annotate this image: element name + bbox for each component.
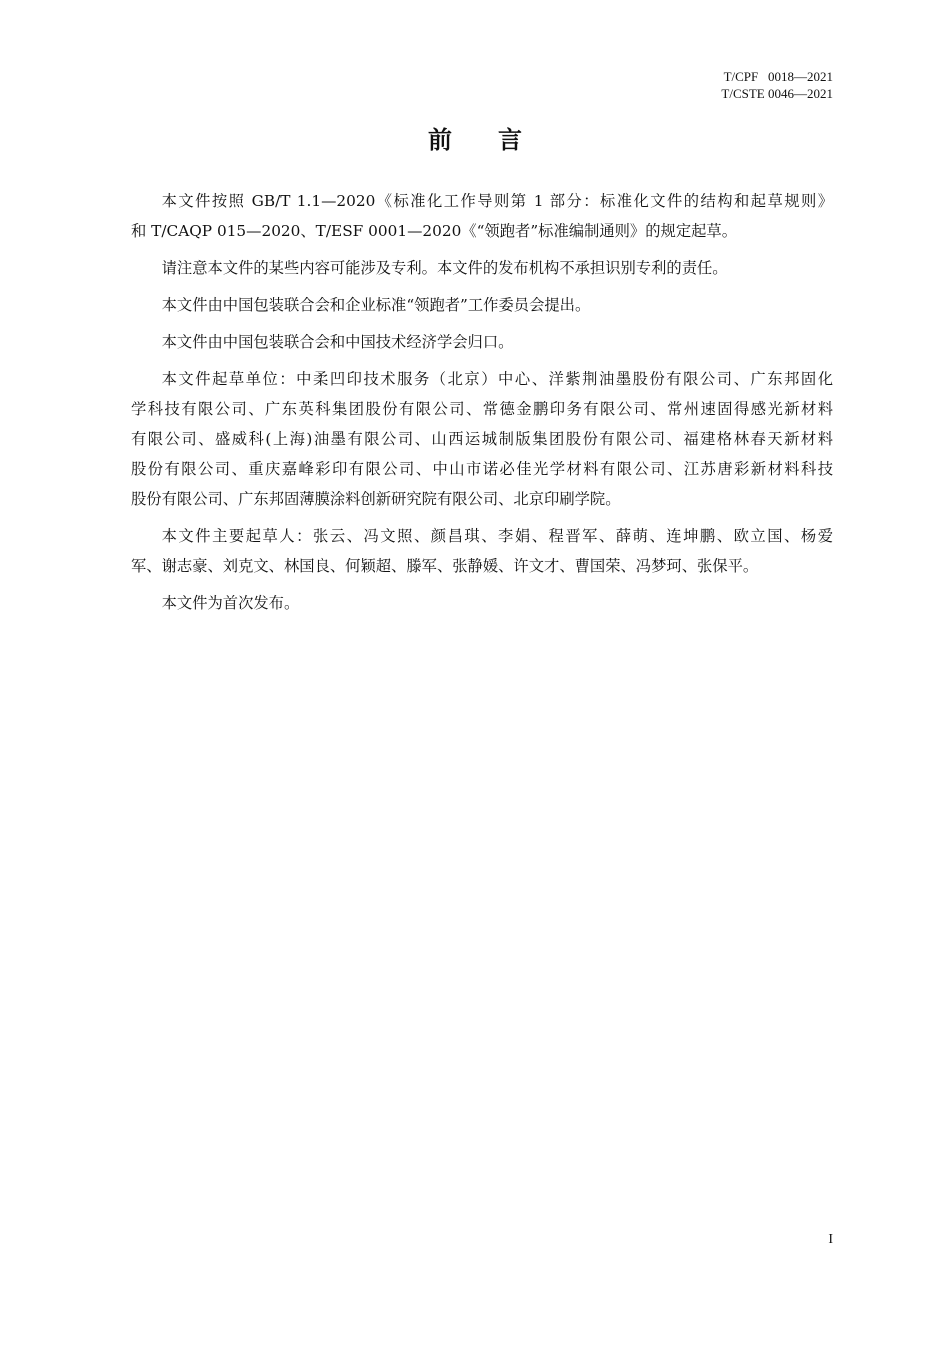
standard-code-cste: T/CSTE 0046—2021 — [721, 86, 833, 101]
standard-code-cpf: T/CPF 0018—2021 — [723, 69, 833, 84]
paragraph-line: 股份有限公司、重庆嘉峰彩印有限公司、中山市诺必佳光学材料有限公司、江苏唐彩新材料科技 — [131, 460, 833, 478]
paragraph-line: 学科技有限公司、广东英科集团股份有限公司、常德金鹏印务有限公司、常州速固得感光新材料 — [131, 400, 833, 418]
paragraph-main-drafters — [131, 521, 833, 581]
foreword-body — [131, 186, 833, 625]
paragraph-line: 军、谢志豪、刘克文、林国良、何颖超、滕军、张静媛、许文才、曹国荣、冯梦珂、张保平。 — [131, 557, 759, 575]
paragraph-proposed-by: 本文件由中国包装联合会和企业标准“领跑者”工作委员会提出。 — [161, 296, 591, 314]
page-number: I — [828, 1232, 833, 1247]
standard-codes — [721, 68, 833, 102]
paragraph-line: 和 T/CAQP 015—2020、T/ESF 0001—2020《“领跑者”标准编制通则》的规定起草。 — [131, 222, 738, 240]
paragraph-drafting-units — [131, 364, 833, 514]
paragraph-line: 有限公司、盛威科(上海)油墨有限公司、山西运城制版集团股份有限公司、福建格林春天新材料 — [131, 430, 833, 448]
paragraph-patent-notice: 请注意本文件的某些内容可能涉及专利。本文件的发布机构不承担识别专利的责任。 — [161, 259, 728, 277]
paragraph-line: 本文件主要起草人：张云、冯文照、颜昌琪、李娟、程晋军、薛萌、连坤鹏、欧立国、杨爱 — [161, 527, 833, 545]
paragraph-drafting-basis — [131, 186, 833, 246]
paragraph-line: 本文件按照 GB/T 1.1—2020《标准化工作导则第 1 部分：标准化文件的结构和起草规则》 — [161, 192, 833, 210]
paragraph-first-release: 本文件为首次发布。 — [161, 594, 300, 612]
paragraph-line: 本文件起草单位：中柔凹印技术服务（北京）中心、洋紫荆油墨股份有限公司、广东邦固化 — [161, 370, 833, 388]
page-title: 前言 — [428, 126, 568, 154]
paragraph-line: 股份有限公司、广东邦固薄膜涂料创新研究院有限公司、北京印刷学院。 — [131, 490, 621, 508]
paragraph-under-jurisdiction: 本文件由中国包装联合会和中国技术经济学会归口。 — [161, 333, 514, 351]
